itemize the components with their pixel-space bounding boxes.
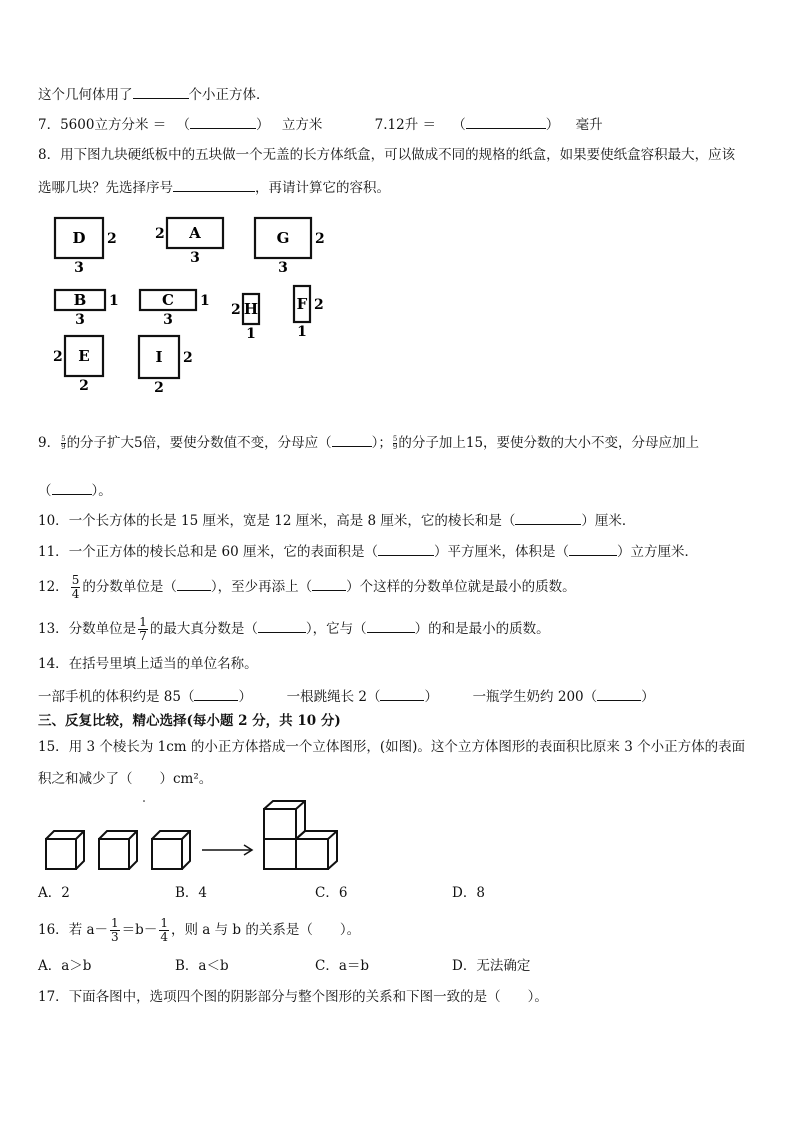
q16-text-a: 若 a－ bbox=[68, 922, 109, 938]
q14-item-3-blank[interactable] bbox=[597, 686, 641, 701]
q7-text-b: 立方米 bbox=[281, 117, 323, 133]
q10-text-b: ）厘米． bbox=[581, 513, 636, 529]
board-b-label: B bbox=[73, 291, 87, 309]
question-7: 7．5600立方分米 ＝ （ ） 立方米 7.12升 ＝ （ ） 毫升 bbox=[38, 114, 603, 134]
q11-text-c: ）立方厘米． bbox=[616, 544, 698, 560]
q7-text-a: 5600立方分米 ＝ bbox=[60, 117, 167, 133]
board-e-height: 2 bbox=[53, 349, 63, 365]
board-b-height: 1 bbox=[109, 293, 119, 309]
board-e bbox=[53, 336, 103, 394]
board-i bbox=[139, 336, 193, 396]
q16-option-b[interactable]: B．a＜b bbox=[175, 958, 229, 974]
q14-item-1-blank[interactable] bbox=[194, 686, 238, 701]
q16-fraction-2: $\frac{1}{4}$ bbox=[160, 916, 168, 944]
board-g-label: G bbox=[276, 229, 290, 247]
q13-text-d: ）的和是最小的质数。 bbox=[414, 621, 550, 637]
board-i-label: I bbox=[155, 348, 163, 366]
q13-blank-2[interactable] bbox=[367, 618, 415, 633]
q13-text-a: 分数单位是 bbox=[68, 621, 137, 637]
q14-text: 在括号里填上适当的单位名称。 bbox=[68, 656, 258, 672]
board-e-label: E bbox=[78, 347, 90, 365]
q12-text-c: ）个这样的分数单位就是最小的质数。 bbox=[346, 579, 576, 595]
q12-text-a: 的分数单位是（ bbox=[82, 579, 177, 595]
board-h-height: 2 bbox=[231, 302, 241, 318]
q13-number: 13． bbox=[38, 621, 69, 637]
board-h bbox=[231, 294, 259, 342]
board-b-width: 3 bbox=[75, 312, 85, 328]
q15-option-a[interactable]: A．2 bbox=[38, 885, 70, 901]
q11-text-a: 一个正方体的棱长总和是 60 厘米，它的表面积是（ bbox=[68, 544, 378, 560]
board-g-height: 2 bbox=[315, 231, 325, 247]
single-cube-2 bbox=[99, 831, 137, 869]
board-b bbox=[55, 290, 119, 328]
board-i-width: 2 bbox=[154, 380, 164, 396]
q13-text-c: ），它与（ bbox=[305, 621, 367, 637]
arrow-right-icon bbox=[202, 845, 252, 855]
board-a-height: 2 bbox=[155, 226, 165, 242]
board-d bbox=[55, 218, 117, 276]
q7-blank-2[interactable] bbox=[466, 114, 546, 129]
q14-item-2-close: ） bbox=[424, 689, 438, 705]
section-3-title: 三、反复比较，精心选择(每小题 2 分，共 10 分) bbox=[38, 713, 341, 729]
q16-option-c[interactable]: C．a＝b bbox=[315, 958, 370, 974]
board-a-width: 3 bbox=[190, 250, 200, 266]
q7-blank-1[interactable] bbox=[190, 114, 256, 129]
board-f-height: 2 bbox=[314, 297, 324, 313]
q13-fraction: $\frac{1}{7}$ bbox=[139, 615, 147, 643]
board-g-width: 3 bbox=[278, 260, 288, 276]
board-c-height: 1 bbox=[200, 293, 210, 309]
q12-blank-1[interactable] bbox=[177, 576, 211, 591]
q8-text-1: 用下图九块硬纸板中的五块做一个无盖的长方体纸盒，可以做成不同的规格的纸盒，如果要使纸盒容积最大，应该 bbox=[60, 147, 736, 163]
question-12 bbox=[38, 574, 576, 601]
q9-blank-2[interactable] bbox=[52, 480, 92, 495]
q8-text-2b: ，再请计算它的容积。 bbox=[255, 180, 390, 196]
question-8-line-2 bbox=[38, 177, 390, 197]
q16-option-d[interactable]: D．无法确定 bbox=[452, 958, 531, 974]
board-d-label: D bbox=[72, 229, 86, 247]
board-c-width: 3 bbox=[163, 312, 173, 328]
q6-text-end: 个小正方体． bbox=[188, 87, 270, 103]
board-e-width: 2 bbox=[79, 378, 89, 394]
q14-number: 14． bbox=[38, 656, 69, 672]
q8-number: 8． bbox=[38, 147, 61, 163]
q14-item-1-text: 一部手机的体积约是 85（ bbox=[38, 689, 195, 705]
q7-text-c: 7.12升 ＝ bbox=[374, 117, 436, 133]
question-11 bbox=[38, 541, 698, 561]
question-17 bbox=[38, 988, 548, 1006]
q14-item-1-close: ） bbox=[238, 689, 252, 705]
q10-text-a: 一个长方体的长是 15 厘米，宽是 12 厘米，高是 8 厘米，它的棱长和是（ bbox=[68, 513, 516, 529]
board-f bbox=[294, 286, 324, 340]
q10-blank[interactable] bbox=[515, 510, 581, 525]
q15-cube-figure bbox=[44, 798, 354, 878]
board-f-label: F bbox=[296, 295, 308, 313]
q11-blank-1[interactable] bbox=[378, 541, 434, 556]
board-c-label: C bbox=[162, 291, 174, 309]
q11-blank-2[interactable] bbox=[569, 541, 617, 556]
q12-blank-2[interactable] bbox=[312, 576, 346, 591]
q15-option-d[interactable]: D．8 bbox=[452, 885, 485, 901]
q16-text-c: ，则 a 与 b 的关系是（ ）。 bbox=[170, 922, 361, 938]
q8-text-2a: 选哪几块？先选择序号 bbox=[38, 180, 173, 196]
question-14 bbox=[38, 655, 258, 673]
q16-number: 16． bbox=[38, 922, 69, 938]
q9-number: 9． bbox=[38, 435, 61, 451]
question-9-line-1 bbox=[38, 432, 699, 452]
q8-board-figure bbox=[40, 210, 340, 410]
question-10 bbox=[38, 510, 635, 530]
board-d-height: 2 bbox=[107, 231, 117, 247]
q9-text-c: 的分子加上15，要使分数的大小不变，分母应加上 bbox=[398, 435, 700, 451]
board-i-height: 2 bbox=[183, 350, 193, 366]
q17-text: 下面各图中，选项四个图的阴影部分与整个图形的关系和下图一致的是（ ）。 bbox=[68, 989, 548, 1005]
q9-text-a: 的分子扩大5倍，要使分数值不变，分母应（ bbox=[66, 435, 332, 451]
q16-option-a[interactable]: A．a＞b bbox=[38, 958, 92, 974]
q8-answer-blank[interactable] bbox=[173, 177, 255, 192]
q15-text-1: 用 3 个棱长为 1cm 的小正方体搭成一个立体图形，(如图)。这个立方体图形的表面积比原来 3 个小正方体的表面 bbox=[68, 739, 746, 755]
question-13 bbox=[38, 616, 550, 643]
board-a-label: A bbox=[189, 224, 201, 242]
q15-option-b[interactable]: B．4 bbox=[175, 885, 208, 901]
q14-item-3-text: 一瓶学生奶约 200（ bbox=[472, 689, 598, 705]
combined-cubes bbox=[264, 801, 337, 869]
q16-text-b: ＝b－ bbox=[121, 922, 158, 938]
q11-number: 11． bbox=[38, 544, 69, 560]
q16-fraction-1: $\frac{1}{3}$ bbox=[111, 916, 119, 944]
q12-number: 12． bbox=[38, 579, 69, 595]
q7-number: 7． bbox=[38, 117, 61, 133]
q15-option-c[interactable]: C．6 bbox=[315, 885, 348, 901]
board-c bbox=[140, 290, 210, 328]
board-g bbox=[255, 218, 325, 276]
q14-item-2-text: 一根跳绳长 2（ bbox=[286, 689, 381, 705]
question-16 bbox=[38, 917, 360, 944]
q9-paren-close: ）。 bbox=[91, 483, 112, 499]
q7-text-d: 毫升 bbox=[575, 117, 603, 133]
stray-dot bbox=[143, 800, 145, 802]
q9-paren-open: （ bbox=[38, 483, 52, 499]
question-15-line-2: 积之和减少了（ ）cm²。 bbox=[38, 771, 213, 787]
q12-text-b: ），至少再添上（ bbox=[210, 579, 313, 595]
q9-fraction-2: $\frac{5}{9}$ bbox=[392, 435, 398, 451]
question-14-items bbox=[38, 686, 655, 706]
q14-item-3-close: ） bbox=[641, 689, 655, 705]
board-f-width: 1 bbox=[297, 324, 307, 340]
single-cube-3 bbox=[152, 831, 190, 869]
q17-number: 17． bbox=[38, 989, 69, 1005]
question-9-line-2 bbox=[38, 480, 112, 500]
q9-fraction-1: $\frac{5}{9}$ bbox=[61, 435, 66, 451]
board-d-width: 3 bbox=[74, 260, 84, 276]
q6-tail bbox=[38, 84, 270, 104]
q11-text-b: ）平方厘米，体积是（ bbox=[433, 544, 569, 560]
single-cube-1 bbox=[46, 831, 84, 869]
board-h-label: H bbox=[243, 300, 259, 318]
q6-text: 这个几何体用了 bbox=[38, 87, 133, 103]
q12-fraction: $\frac{5}{4}$ bbox=[71, 573, 80, 601]
q13-blank-1[interactable] bbox=[258, 618, 306, 633]
q13-text-b: 的最大真分数是（ bbox=[149, 621, 258, 637]
question-8-line-1 bbox=[38, 146, 735, 164]
question-15-line-1 bbox=[38, 738, 745, 756]
board-h-width: 1 bbox=[246, 326, 256, 342]
q15-number: 15． bbox=[38, 739, 69, 755]
q9-text-b: ）； bbox=[371, 435, 392, 451]
q14-item-2-blank[interactable] bbox=[380, 686, 424, 701]
q9-blank-1[interactable] bbox=[332, 432, 372, 447]
q6-answer-blank[interactable] bbox=[133, 84, 189, 99]
board-a bbox=[155, 218, 223, 266]
q10-number: 10． bbox=[38, 513, 69, 529]
